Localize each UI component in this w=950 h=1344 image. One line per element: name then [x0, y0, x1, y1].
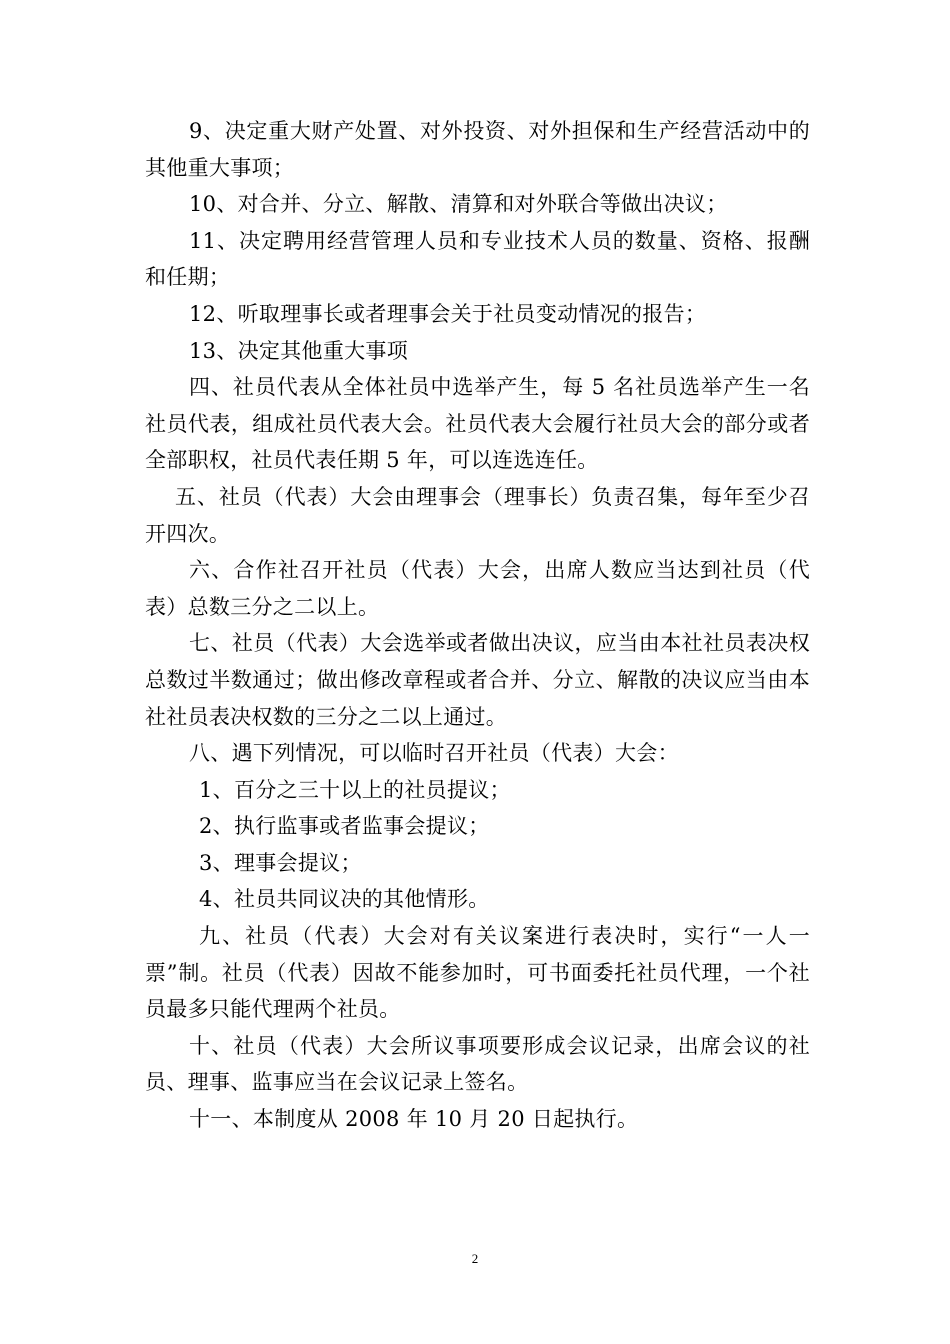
document-body	[145, 113, 810, 1138]
section-7: 七、社员（代表）大会选举或者做出决议，应当由本社社员表决权总数过半数通过；做出修改章程或者合并、分立、解散的决议应当由本社社员表决权数的三分之二以上通过。	[145, 631, 810, 729]
section-5: 五、社员（代表）大会由理事会（理事长）负责召集，每年至少召开四次。	[145, 484, 810, 546]
section-9: 九、社员（代表）大会对有关议案进行表决时，实行“一人一票”制。社员（代表）因故不能参加时，可书面委托社员代理，一个社员最多只能代理两个社员。	[145, 924, 810, 1022]
list-item-1: 1、百分之三十以上的社员提议；	[199, 777, 511, 802]
clause-13: 13、决定其他重大事项	[189, 338, 409, 363]
clause-11: 11、决定聘用经营管理人员和专业技术人员的数量、资格、报酬和任期；	[145, 228, 810, 290]
section-11: 十一、本制度从 2008 年 10 月 20 日起执行。	[189, 1107, 639, 1132]
section-8: 八、遇下列情况，可以临时召开社员（代表）大会：	[189, 741, 679, 766]
list-item-4: 4、社员共同议决的其他情形。	[199, 887, 490, 912]
clause-9: 9、决定重大财产处置、对外投资、对外担保和生产经营活动中的其他重大事项；	[145, 119, 810, 180]
page-number: 2	[471, 1251, 479, 1266]
list-item-2: 2、执行监事或者监事会提议；	[199, 814, 490, 839]
list-item-3: 3、理事会提议；	[199, 850, 362, 875]
clause-10: 10、对合并、分立、解散、清算和对外联合等做出决议；	[189, 192, 728, 217]
section-10: 十、社员（代表）大会所议事项要形成会议记录，出席会议的社员、理事、监事应当在会议记录上签名。	[145, 1033, 810, 1095]
section-6: 六、合作社召开社员（代表）大会，出席人数应当达到社员（代表）总数三分之二以上。	[145, 558, 810, 619]
section-4: 四、社员代表从全体社员中选举产生，每 5 名社员选举产生一名社员代表，组成社员代表大会。社员代表大会履行社员大会的部分或者全部职权，社员代表任期 5 年，可以连选连任。	[145, 375, 810, 473]
clause-12: 12、听取理事长或者理事会关于社员变动情况的报告；	[189, 301, 707, 326]
